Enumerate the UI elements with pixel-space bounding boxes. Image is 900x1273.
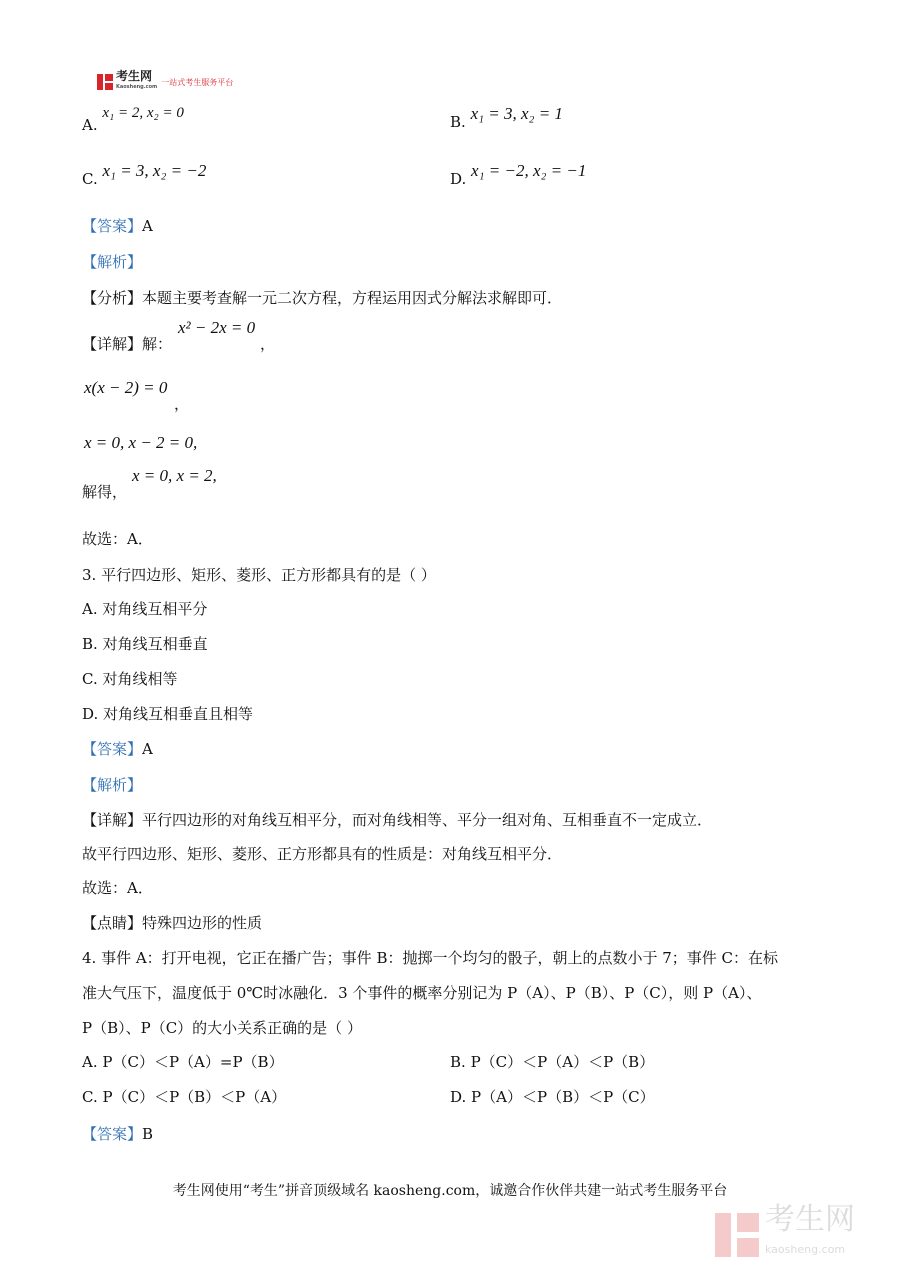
detail-text: 平行四边形的对角线互相平分，而对角线相等、平分一组对角、互相垂直不一定成立． xyxy=(142,811,713,829)
option-letter: B. xyxy=(450,1053,466,1071)
option-text: 对角线互相平分 xyxy=(102,600,208,618)
answer-value: A xyxy=(142,217,153,235)
q2-option-a xyxy=(82,106,184,134)
header-logo xyxy=(97,69,234,92)
logo-icon xyxy=(97,74,113,90)
q2-eq1: x² − 2x = 0 xyxy=(178,318,256,337)
q3-detail xyxy=(82,809,712,830)
watermark-logo xyxy=(715,1202,855,1265)
detail-tag: 【详解】 xyxy=(82,335,143,353)
q2-answer xyxy=(82,215,153,236)
q4-stem-line2: 准大气压下，温度低于 0℃时冰融化．3 个事件的概率分别记为 P（A）、P（B）、P（C），则 P（A）、 xyxy=(82,984,762,1002)
q4-option-a xyxy=(82,1051,284,1072)
q4-option-c xyxy=(82,1086,286,1107)
answer-value: A xyxy=(142,740,153,758)
q3-choose: 故选：A． xyxy=(82,879,153,897)
option-letter: B. xyxy=(450,113,466,131)
q4-stem-line1: 4. 事件 A：打开电视，它正在播广告；事件 B：抛掷一个均匀的骰子，朝上的点数小于 7；事件 C：在标 xyxy=(82,949,779,967)
q2-detail xyxy=(82,333,172,354)
logo-name xyxy=(116,71,157,93)
q3-dianjing xyxy=(82,912,262,933)
q2-solve-prefix: 解得， xyxy=(82,483,128,501)
option-text: P（C）＜P（A）=P（B） xyxy=(102,1053,284,1071)
answer-tag: 【答案】 xyxy=(82,740,143,758)
q3-detail-line2: 故平行四边形、矩形、菱形、正方形都具有的性质是：对角线互相平分． xyxy=(82,845,563,863)
answer-tag: 【答案】 xyxy=(82,1125,143,1143)
q4-option-d xyxy=(450,1086,655,1107)
detail-prefix: 解： xyxy=(142,335,173,353)
option-letter: B. xyxy=(82,635,98,653)
option-text: 对角线相等 xyxy=(102,670,178,688)
q3-option-d xyxy=(82,703,253,724)
dianjing-text: 特殊四边形的性质 xyxy=(142,914,263,932)
q2-eq4: x = 0, x = 2, xyxy=(132,466,217,485)
q2-option-b xyxy=(450,103,563,132)
watermark-name-text: 考生网 xyxy=(765,1202,855,1237)
q2-eq2-comma: ， xyxy=(174,395,190,413)
option-letter: C. xyxy=(82,670,98,688)
option-math: x₁ = −2, x₂ = −1 xyxy=(471,161,587,180)
q3-stem: 3. 平行四边形、矩形、菱形、正方形都具有的是（ ） xyxy=(82,566,436,584)
q2-eq2: x(x − 2) = 0 xyxy=(84,378,168,397)
page-footer: 考生网使用“考生”拼音顶级域名 kaosheng.com，诚邀合作伙伴共建一站式考生服务平台 xyxy=(172,1183,728,1199)
q4-answer xyxy=(82,1123,153,1144)
q2-option-c xyxy=(82,160,206,189)
option-text: 对角线互相垂直 xyxy=(102,635,208,653)
option-math: x₁ = 3, x₂ = 1 xyxy=(470,104,563,123)
option-text: P（C）＜P（A）＜P（B） xyxy=(470,1053,655,1071)
option-letter: D. xyxy=(450,170,467,188)
q4-stem-line3: P（B）、P（C）的大小关系正确的是（ ） xyxy=(82,1019,362,1037)
fenxi-text: 本题主要考查解一元二次方程，方程运用因式分解法求解即可． xyxy=(142,289,563,307)
option-letter: A. xyxy=(82,116,98,134)
option-text: P（A）＜P（B）＜P（C） xyxy=(471,1088,655,1106)
option-letter: C. xyxy=(82,170,98,188)
logo-slogan: 一站式考生服务平台 xyxy=(161,77,234,87)
detail-tag: 【详解】 xyxy=(82,811,143,829)
answer-tag: 【答案】 xyxy=(82,217,143,235)
option-letter: D. xyxy=(450,1088,467,1106)
option-text: 对角线互相垂直且相等 xyxy=(103,705,254,723)
q3-option-a xyxy=(82,598,207,619)
logo-domain: Kaosheng.com xyxy=(116,84,158,90)
q3-option-b xyxy=(82,633,208,654)
q3-answer xyxy=(82,738,153,759)
watermark-name xyxy=(765,1202,855,1265)
q2-fenxi xyxy=(82,287,562,308)
logo-name-text: 考生网 xyxy=(116,69,153,83)
option-letter: A. xyxy=(82,600,98,618)
option-text: P（C）＜P（B）＜P（A） xyxy=(102,1088,287,1106)
q2-choose: 故选：A． xyxy=(82,530,153,548)
option-letter: D. xyxy=(82,705,99,723)
q4-option-b xyxy=(450,1051,654,1072)
watermark-icon xyxy=(715,1213,759,1257)
option-math: x₁ = 3, x₂ = −2 xyxy=(102,161,207,180)
q3-option-c xyxy=(82,668,178,689)
dianjing-tag: 【点睛】 xyxy=(82,914,143,932)
option-letter: C. xyxy=(82,1088,98,1106)
q2-eq1-comma: ， xyxy=(260,335,276,353)
watermark-domain: kaosheng.com xyxy=(765,1243,846,1256)
option-math: x₁ = 2, x₂ = 0 xyxy=(102,105,184,121)
q2-option-d xyxy=(450,160,586,189)
q2-eq3: x = 0, x − 2 = 0, xyxy=(84,433,198,452)
option-letter: A. xyxy=(82,1053,98,1071)
answer-value: B xyxy=(142,1125,154,1143)
fenxi-tag: 【分析】 xyxy=(82,289,143,307)
q2-analysis-tag: 【解析】 xyxy=(82,253,143,271)
q3-analysis-tag: 【解析】 xyxy=(82,776,143,794)
